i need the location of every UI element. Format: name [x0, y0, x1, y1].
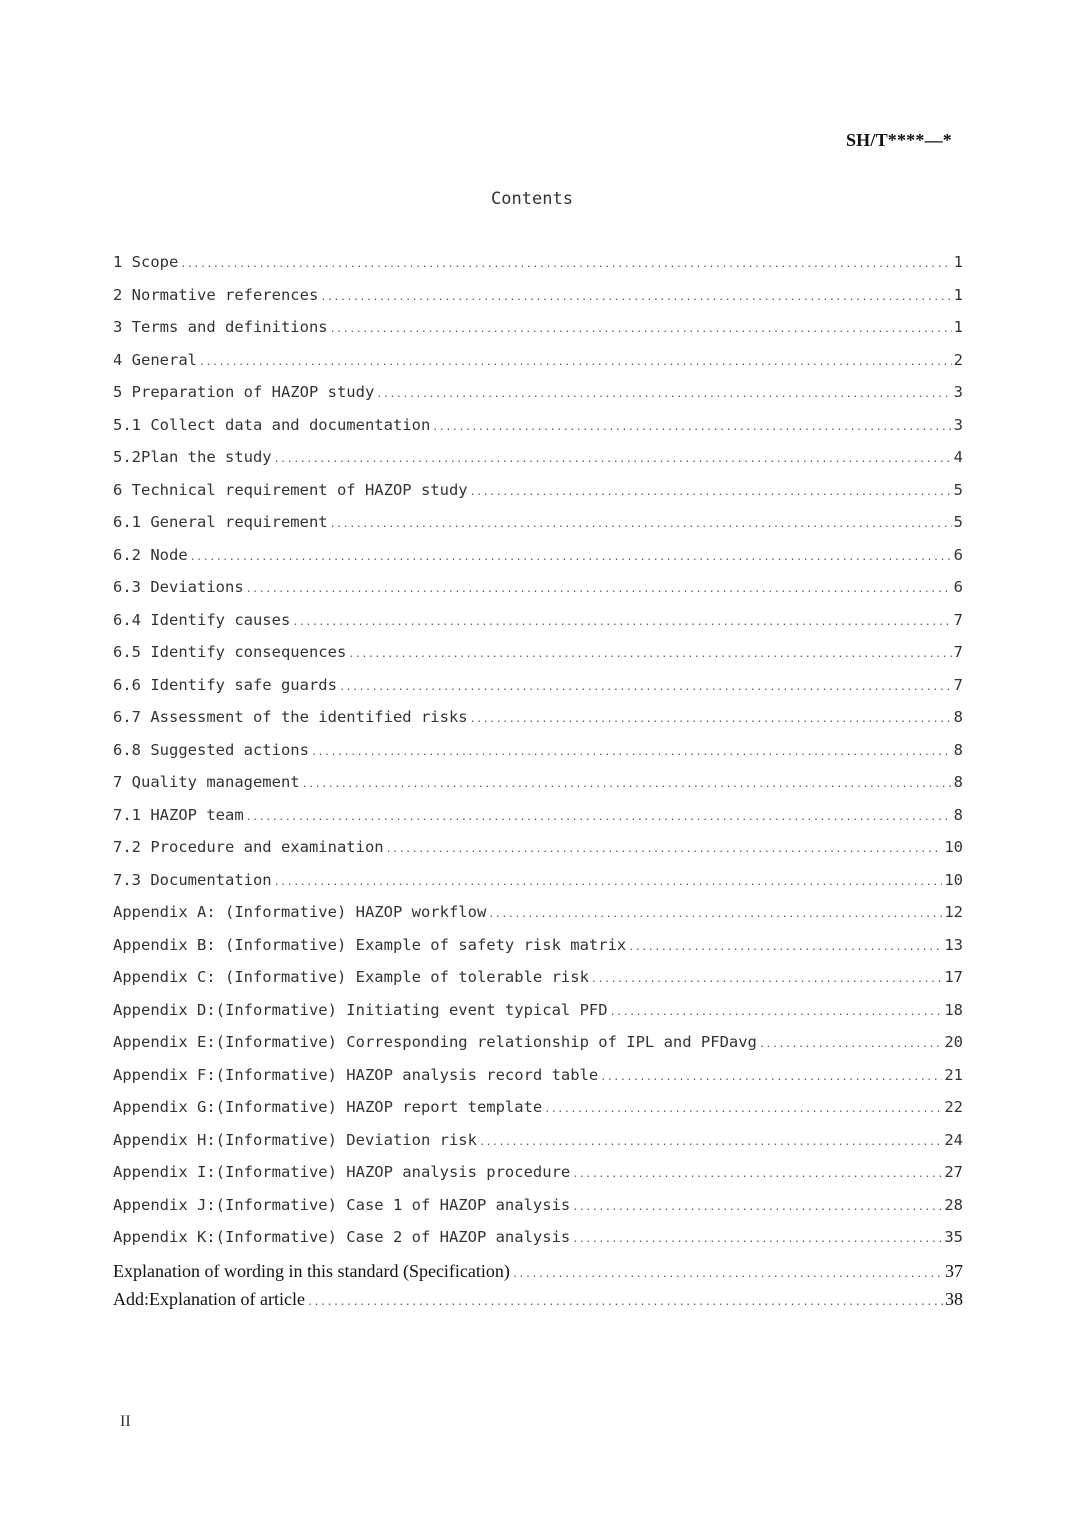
- toc-entry[interactable]: [113, 318, 963, 351]
- dot-leader: [307, 1297, 943, 1308]
- toc-entry-label: 7.2 Procedure and examination: [113, 838, 384, 856]
- dot-leader: [488, 909, 942, 920]
- toc-entry-label: 6.3 Deviations: [113, 578, 244, 596]
- toc-entry[interactable]: [113, 773, 963, 806]
- toc-entry[interactable]: [113, 1098, 963, 1131]
- toc-entry-label: 6.4 Identify causes: [113, 610, 291, 629]
- toc-entry-label: 6.8 Suggested actions: [113, 740, 309, 759]
- toc-entry-label: 7.1 HAZOP team: [113, 805, 244, 824]
- toc-entry[interactable]: [113, 416, 963, 449]
- toc-entry-page: 17: [944, 968, 963, 986]
- toc-entry-label: 6.5 Identify consequences: [113, 643, 347, 661]
- dot-leader: [572, 1202, 942, 1213]
- document-code: SH/T****—*: [845, 130, 952, 150]
- toc-entry[interactable]: [113, 1001, 963, 1034]
- toc-entry[interactable]: [113, 481, 963, 514]
- dot-leader: [330, 324, 952, 335]
- dot-leader: [180, 259, 951, 270]
- dot-leader: [348, 649, 951, 660]
- toc-entry-page: 8: [953, 740, 963, 759]
- toc-entry[interactable]: [113, 968, 963, 1001]
- toc-entry-page: 7: [953, 675, 963, 694]
- toc-entry-label: Appendix A: (Informative) HAZOP workflow: [113, 903, 487, 921]
- toc-entry-page: 38: [945, 1289, 963, 1309]
- toc-entry[interactable]: [113, 1163, 963, 1196]
- dot-leader: [386, 844, 943, 855]
- dot-leader: [628, 942, 942, 953]
- toc-entry-label: Appendix B: (Informative) Example of safety risk matrix: [113, 935, 627, 954]
- dot-leader: [302, 779, 952, 790]
- toc-entry-label: 6 Technical requirement of HAZOP study: [113, 480, 468, 499]
- toc-entry[interactable]: [113, 1228, 963, 1261]
- toc-entry-label: 6.1 General requirement: [113, 513, 328, 531]
- toc-entry[interactable]: [113, 871, 963, 904]
- toc-entry-label: 7.3 Documentation: [113, 870, 272, 889]
- toc-entry[interactable]: [113, 741, 963, 774]
- dot-leader: [246, 584, 952, 595]
- toc-entry-page: 7: [953, 610, 963, 629]
- toc-entry-label: 5.2Plan the study: [113, 448, 272, 466]
- toc-entry-page: 13: [944, 935, 963, 954]
- toc-entry[interactable]: [113, 1033, 963, 1066]
- toc-entry[interactable]: [113, 1066, 963, 1099]
- dot-leader: [320, 292, 951, 303]
- toc-entry-page: 7: [953, 643, 963, 661]
- toc-entry-page: 8: [953, 805, 963, 824]
- toc-entry-page: 37: [945, 1260, 963, 1281]
- toc-entry[interactable]: [113, 838, 963, 871]
- toc-entry-page: 1: [953, 253, 963, 271]
- toc-entry-label: 3 Terms and definitions: [113, 318, 328, 336]
- dot-leader: [190, 552, 952, 563]
- toc-entry-page: 27: [944, 1163, 963, 1181]
- dot-leader: [274, 454, 952, 465]
- toc-entry-page: 21: [944, 1065, 963, 1084]
- toc-entry[interactable]: [113, 936, 963, 969]
- toc-entry[interactable]: [113, 903, 963, 936]
- dot-leader: [274, 877, 943, 888]
- toc-entry[interactable]: [113, 611, 963, 644]
- toc-entry-page: 5: [953, 513, 963, 531]
- dot-leader: [292, 617, 951, 628]
- toc-entry-page: 5: [953, 480, 963, 499]
- dot-leader: [199, 357, 952, 368]
- dot-leader: [246, 812, 952, 823]
- toc-entry-label: Explanation of wording in this standard (Specification): [113, 1260, 510, 1281]
- toc-entry-label: 7 Quality management: [113, 773, 300, 791]
- toc-entry-label: 6.6 Identify safe guards: [113, 675, 337, 694]
- toc-entry-page: 10: [944, 838, 963, 856]
- toc-entry-label: Appendix H:(Informative) Deviation risk: [113, 1130, 477, 1149]
- toc-entry-label: Appendix I:(Informative) HAZOP analysis procedure: [113, 1163, 571, 1181]
- toc-entry-page: 35: [944, 1228, 963, 1246]
- toc-entry-page: 1: [953, 318, 963, 336]
- toc-entry[interactable]: [113, 1289, 963, 1318]
- dot-leader: [759, 1039, 942, 1050]
- toc-entry-label: Appendix D:(Informative) Initiating event typical PFD: [113, 1000, 608, 1019]
- toc-entry-label: Appendix C: (Informative) Example of tolerable risk: [113, 968, 589, 986]
- toc-entry-label: Appendix K:(Informative) Case 2 of HAZOP analysis: [113, 1228, 571, 1246]
- toc-entry-label: 6.2 Node: [113, 545, 188, 564]
- toc-entry[interactable]: [113, 1131, 963, 1164]
- dot-leader: [591, 974, 942, 985]
- toc-entry-page: 18: [944, 1000, 963, 1019]
- toc-entry[interactable]: [113, 448, 963, 481]
- toc-entry[interactable]: [113, 676, 963, 709]
- toc-entry[interactable]: [113, 806, 963, 839]
- page-title: Contents: [491, 189, 573, 209]
- dot-leader: [572, 1169, 942, 1180]
- toc-entry-page: 20: [944, 1033, 963, 1051]
- dot-leader: [470, 714, 952, 725]
- toc-entry[interactable]: [113, 643, 963, 676]
- toc-entry-label: 4 General: [113, 350, 197, 369]
- toc-entry-page: 28: [944, 1195, 963, 1214]
- dot-leader: [470, 487, 952, 498]
- toc-entry[interactable]: [113, 1261, 963, 1290]
- toc-entry-label: 1 Scope: [113, 253, 179, 271]
- toc-entry-label: Add:Explanation of article: [113, 1289, 305, 1309]
- table-of-contents: [113, 253, 963, 1318]
- toc-entry-label: 2 Normative references: [113, 285, 319, 304]
- toc-entry-page: 4: [953, 448, 963, 466]
- toc-entry-label: 5 Preparation of HAZOP study: [113, 383, 375, 401]
- dot-leader: [311, 747, 952, 758]
- toc-entry[interactable]: [113, 513, 963, 546]
- toc-entry[interactable]: [113, 351, 963, 384]
- toc-entry-page: 12: [944, 903, 963, 921]
- toc-entry-label: 6.7 Assessment of the identified risks: [113, 708, 468, 726]
- page-number: II: [120, 1413, 131, 1430]
- toc-entry-page: 6: [953, 578, 963, 596]
- toc-entry-page: 1: [953, 285, 963, 304]
- dot-leader: [479, 1137, 942, 1148]
- dot-leader: [376, 389, 951, 400]
- dot-leader: [610, 1007, 943, 1018]
- toc-entry-page: 24: [944, 1130, 963, 1149]
- toc-entry-label: Appendix E:(Informative) Corresponding relationship of IPL and PFDavg: [113, 1033, 757, 1051]
- toc-entry[interactable]: [113, 578, 963, 611]
- toc-entry[interactable]: [113, 546, 963, 579]
- dot-leader: [512, 1269, 943, 1280]
- toc-entry-page: 22: [944, 1098, 963, 1116]
- toc-entry-page: 2: [953, 350, 963, 369]
- toc-entry-label: 5.1 Collect data and documentation: [113, 415, 431, 434]
- toc-entry-page: 8: [953, 708, 963, 726]
- dot-leader: [600, 1072, 942, 1083]
- toc-entry-page: 3: [953, 415, 963, 434]
- toc-entry[interactable]: [113, 708, 963, 741]
- toc-entry-page: 6: [953, 545, 963, 564]
- dot-leader: [339, 682, 952, 693]
- toc-entry-label: Appendix J:(Informative) Case 1 of HAZOP analysis: [113, 1195, 571, 1214]
- dot-leader: [432, 422, 951, 433]
- dot-leader: [544, 1104, 942, 1115]
- toc-entry[interactable]: [113, 383, 963, 416]
- toc-entry[interactable]: [113, 1196, 963, 1229]
- toc-entry-page: 8: [953, 773, 963, 791]
- dot-leader: [330, 519, 952, 530]
- toc-entry-label: Appendix G:(Informative) HAZOP report template: [113, 1098, 543, 1116]
- toc-entry[interactable]: [113, 253, 963, 286]
- toc-entry-label: Appendix F:(Informative) HAZOP analysis record table: [113, 1065, 599, 1084]
- dot-leader: [572, 1234, 942, 1245]
- toc-entry-page: 3: [953, 383, 963, 401]
- toc-entry[interactable]: [113, 286, 963, 319]
- toc-entry-page: 10: [944, 870, 963, 889]
